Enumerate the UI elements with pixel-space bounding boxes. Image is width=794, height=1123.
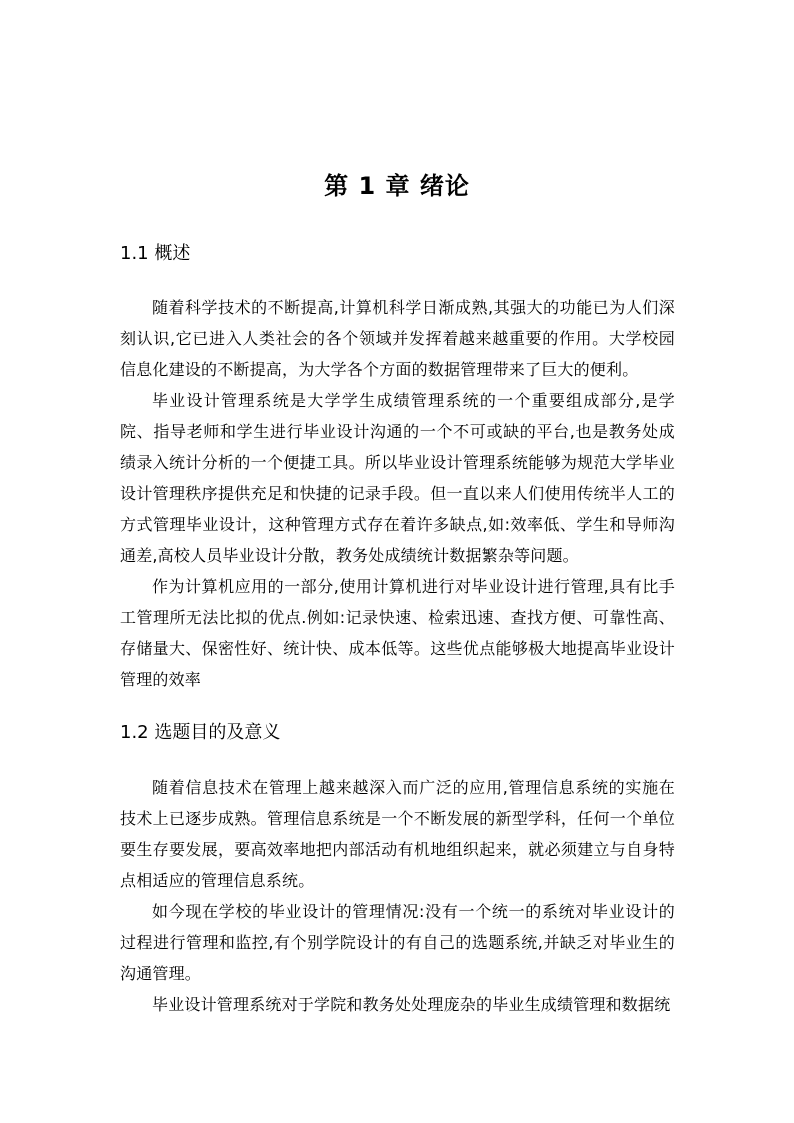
paragraph: 随着信息技术在管理上越来越深入而广泛的应用,管理信息系统的实施在技术上已逐步成熟。管理信息系统是一个不断发展的新型学科，任何一个单位要生存要发展，要高效率地把内部活动有机地组织起来，就必须建立与自身特点相适应的管理信息系统。 [120,778,675,890]
paragraph: 毕业设计管理系统是大学学生成绩管理系统的一个重要组成部分,是学院、指导老师和学生进行毕业设计沟通的一个不可或缺的平台,也是教务处成绩录入统计分析的一个便捷工具。所以毕业设计管理系统能够为规范大学毕业设计管理秩序提供充足和快捷的记录手段。但一直以来人们使用传统半人工的方式管理毕业设计，这种管理方式存在着许多缺点,如:效率低、学生和导师沟通差,高校人员毕业设计分散，教务处成绩统计数据繁杂等问题。 [120,391,675,565]
section-heading-overview: 1.1 概述 [120,243,191,264]
paragraph: 毕业设计管理系统对于学院和教务处处理庞杂的毕业生成绩管理和数据统 [152,995,671,1014]
section-heading-purpose: 1.2 选题目的及意义 [120,722,281,743]
paragraph: 作为计算机应用的一部分,使用计算机进行对毕业设计进行管理,具有比手工管理所无法比拟的优点.例如:记录快速、检索迅速、查找方便、可靠性高、存储量大、保密性好、统计快、成本低等。这些优点能够极大地提高毕业设计管理的效率 [120,577,675,689]
paragraph: 如今现在学校的毕业设计的管理情况:没有一个统一的系统对毕业设计的过程进行管理和监控,有个别学院设计的有自己的选题系统,并缺乏对毕业生的沟通管理。 [120,902,675,983]
paragraph: 随着科学技术的不断提高,计算机科学日渐成熟,其强大的功能已为人们深刻认识,它已进入人类社会的各个领域并发挥着越来越重要的作用。大学校园信息化建设的不断提高，为大学各个方面的数据管理带来了巨大的便利。 [120,298,675,379]
chapter-title: 第 1 章 绪论 [324,172,470,200]
